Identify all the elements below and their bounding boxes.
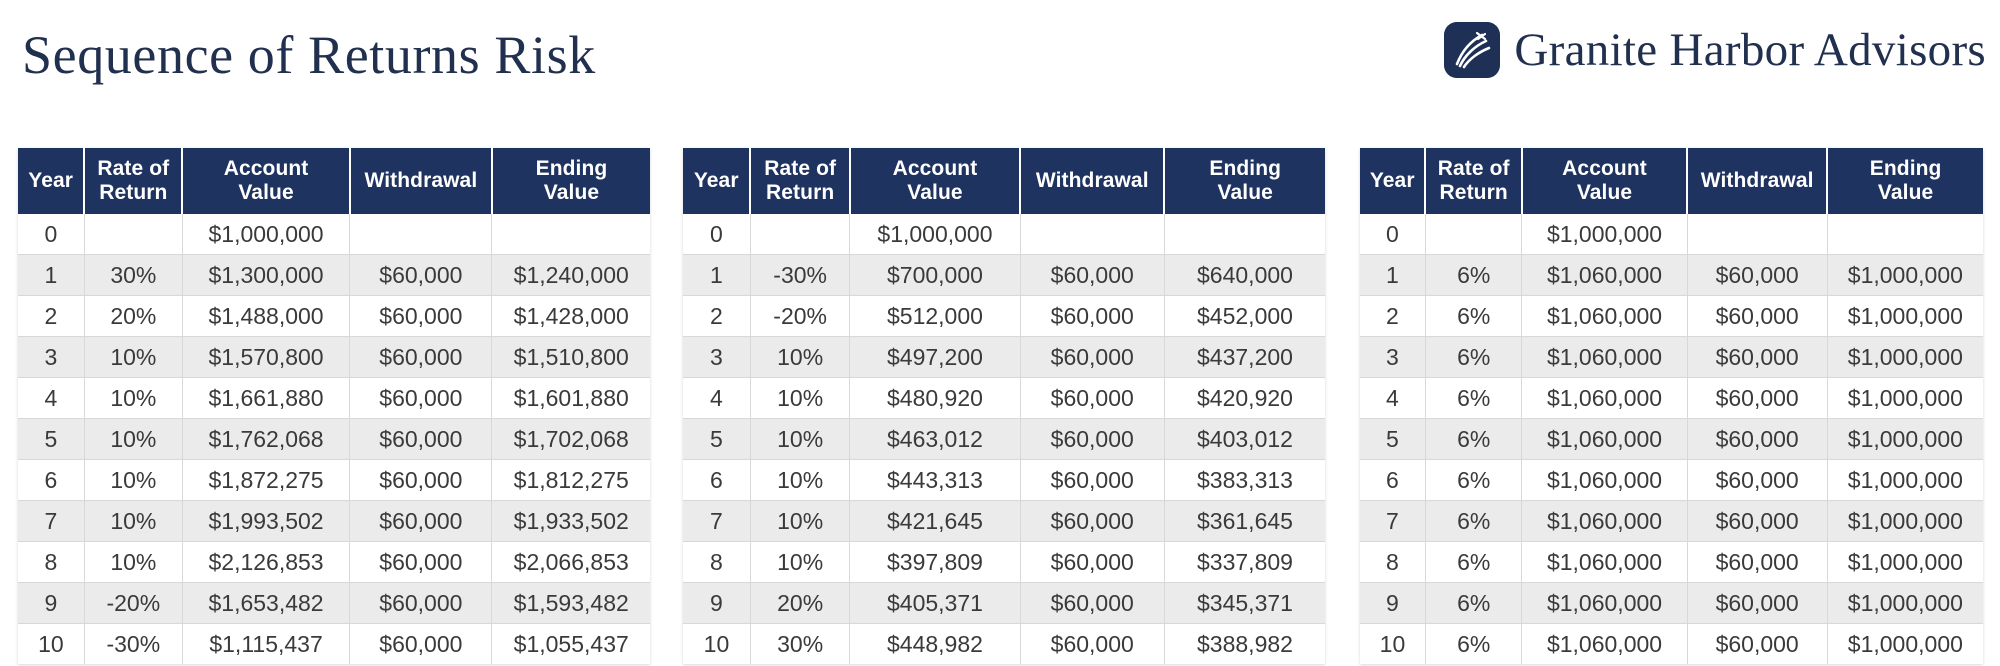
sequence-of-returns-table-3 <box>1360 148 1983 664</box>
cell-ending-value: $388,982 <box>1164 624 1325 665</box>
col-header-withdrawal-label: Withdrawal <box>1035 168 1149 192</box>
cell-year: 1 <box>1360 255 1425 296</box>
cell-rate-of-return: 10% <box>750 460 850 501</box>
col-header-withdrawal-label: Withdrawal <box>1700 168 1814 192</box>
cell-ending-value: $1,428,000 <box>492 296 650 337</box>
cell-withdrawal: $60,000 <box>1020 337 1164 378</box>
cell-rate-of-return: 10% <box>84 337 182 378</box>
table-row <box>1360 378 1983 419</box>
cell-year: 8 <box>18 542 84 583</box>
cell-year: 0 <box>1360 214 1425 255</box>
cell-year: 7 <box>1360 501 1425 542</box>
cell-withdrawal: $60,000 <box>350 296 492 337</box>
cell-withdrawal: $60,000 <box>1687 419 1827 460</box>
cell-ending-value: $403,012 <box>1164 419 1325 460</box>
cell-rate-of-return: 10% <box>750 542 850 583</box>
cell-rate-of-return: 30% <box>750 624 850 665</box>
table-row <box>1360 419 1983 460</box>
cell-withdrawal: $60,000 <box>1687 296 1827 337</box>
cell-withdrawal: $60,000 <box>1020 624 1164 665</box>
cell-account-value: $1,993,502 <box>182 501 349 542</box>
cell-ending-value: $1,000,000 <box>1827 460 1983 501</box>
table-body-1 <box>18 214 650 664</box>
page-header <box>0 0 2000 110</box>
col-header-end-line1: Ending <box>1869 157 1942 180</box>
cell-account-value: $405,371 <box>850 583 1020 624</box>
col-header-acct-line1: Account <box>223 157 309 180</box>
table-container-2 <box>660 148 1335 664</box>
cell-withdrawal: $60,000 <box>1020 501 1164 542</box>
cell-withdrawal: $60,000 <box>1687 255 1827 296</box>
table-header-row <box>683 148 1325 214</box>
cell-rate-of-return: -30% <box>84 624 182 665</box>
cell-rate-of-return: -20% <box>750 296 850 337</box>
cell-ending-value: $1,000,000 <box>1827 542 1983 583</box>
cell-withdrawal: $60,000 <box>1687 583 1827 624</box>
table-row <box>1360 337 1983 378</box>
cell-year: 3 <box>18 337 84 378</box>
cell-rate-of-return: 10% <box>750 378 850 419</box>
cell-year: 3 <box>1360 337 1425 378</box>
cell-withdrawal: $60,000 <box>1020 542 1164 583</box>
cell-year: 7 <box>18 501 84 542</box>
cell-ending-value: $383,313 <box>1164 460 1325 501</box>
cell-account-value: $700,000 <box>850 255 1020 296</box>
cell-rate-of-return <box>1425 214 1522 255</box>
cell-account-value: $512,000 <box>850 296 1020 337</box>
cell-rate-of-return: 10% <box>750 419 850 460</box>
sequence-of-returns-table-1 <box>18 148 650 664</box>
cell-account-value: $1,661,880 <box>182 378 349 419</box>
col-header-withdrawal <box>350 148 492 214</box>
cell-ending-value: $1,240,000 <box>492 255 650 296</box>
cell-rate-of-return: 6% <box>1425 542 1522 583</box>
table-row <box>683 624 1325 665</box>
cell-withdrawal <box>1020 214 1164 255</box>
col-header-rate-of-return <box>1425 148 1522 214</box>
cell-rate-of-return: 10% <box>750 501 850 542</box>
cell-rate-of-return: 10% <box>84 419 182 460</box>
cell-rate-of-return: 10% <box>84 378 182 419</box>
cell-year: 6 <box>683 460 750 501</box>
cell-ending-value: $1,055,437 <box>492 624 650 665</box>
cell-year: 5 <box>18 419 84 460</box>
cell-withdrawal <box>350 214 492 255</box>
table-container-3 <box>1335 148 2000 664</box>
table-row <box>18 255 650 296</box>
cell-rate-of-return: 6% <box>1425 378 1522 419</box>
cell-year: 10 <box>18 624 84 665</box>
cell-account-value: $1,060,000 <box>1522 255 1687 296</box>
table-row <box>18 501 650 542</box>
cell-year: 9 <box>683 583 750 624</box>
cell-withdrawal: $60,000 <box>350 501 492 542</box>
cell-year: 0 <box>18 214 84 255</box>
col-header-ror-line1: Rate of <box>764 157 837 180</box>
cell-rate-of-return: 6% <box>1425 460 1522 501</box>
cell-account-value: $1,060,000 <box>1522 296 1687 337</box>
table-row <box>18 583 650 624</box>
cell-ending-value: $1,000,000 <box>1827 296 1983 337</box>
cell-rate-of-return: 30% <box>84 255 182 296</box>
table-row <box>683 542 1325 583</box>
cell-ending-value: $1,601,880 <box>492 378 650 419</box>
table-row <box>1360 460 1983 501</box>
cell-withdrawal: $60,000 <box>1687 501 1827 542</box>
table-row <box>1360 255 1983 296</box>
cell-account-value: $1,060,000 <box>1522 337 1687 378</box>
cell-account-value: $480,920 <box>850 378 1020 419</box>
cell-year: 5 <box>1360 419 1425 460</box>
cell-account-value: $2,126,853 <box>182 542 349 583</box>
col-header-account-value <box>1522 148 1687 214</box>
cell-rate-of-return: 10% <box>84 542 182 583</box>
cell-year: 8 <box>1360 542 1425 583</box>
col-header-end-line2: Value <box>543 180 600 204</box>
table-row <box>683 255 1325 296</box>
table-row <box>683 296 1325 337</box>
col-header-ror-line2: Return <box>1439 180 1508 204</box>
table-row <box>683 378 1325 419</box>
cell-year: 10 <box>1360 624 1425 665</box>
cell-year: 2 <box>1360 296 1425 337</box>
cell-account-value: $1,060,000 <box>1522 542 1687 583</box>
cell-year: 10 <box>683 624 750 665</box>
cell-ending-value <box>1164 214 1325 255</box>
table-row <box>18 378 650 419</box>
col-header-ending-value <box>492 148 650 214</box>
cell-year: 4 <box>18 378 84 419</box>
cell-account-value: $1,060,000 <box>1522 624 1687 665</box>
cell-ending-value: $1,000,000 <box>1827 337 1983 378</box>
table-row <box>18 460 650 501</box>
table-container-1 <box>0 148 660 664</box>
cell-ending-value: $1,812,275 <box>492 460 650 501</box>
cell-account-value: $1,060,000 <box>1522 583 1687 624</box>
cell-ending-value: $2,066,853 <box>492 542 650 583</box>
cell-year: 9 <box>18 583 84 624</box>
col-header-year-label: Year <box>693 168 739 192</box>
cell-withdrawal: $60,000 <box>350 542 492 583</box>
col-header-end-line1: Ending <box>1209 157 1282 180</box>
cell-withdrawal: $60,000 <box>1687 460 1827 501</box>
cell-account-value: $1,060,000 <box>1522 501 1687 542</box>
col-header-withdrawal <box>1687 148 1827 214</box>
cell-withdrawal: $60,000 <box>350 460 492 501</box>
cell-ending-value: $361,645 <box>1164 501 1325 542</box>
col-header-end-line2: Value <box>1217 180 1273 204</box>
cell-ending-value: $1,000,000 <box>1827 378 1983 419</box>
cell-ending-value: $1,000,000 <box>1827 255 1983 296</box>
cell-rate-of-return: 6% <box>1425 337 1522 378</box>
cell-withdrawal: $60,000 <box>1020 419 1164 460</box>
col-header-year-label: Year <box>28 168 74 192</box>
cell-year: 8 <box>683 542 750 583</box>
cell-rate-of-return: 6% <box>1425 419 1522 460</box>
cell-account-value: $1,762,068 <box>182 419 349 460</box>
cell-ending-value <box>492 214 650 255</box>
col-header-rate-of-return <box>750 148 850 214</box>
col-header-ror-line1: Rate of <box>1437 157 1510 180</box>
cell-account-value: $1,060,000 <box>1522 378 1687 419</box>
cell-account-value: $1,488,000 <box>182 296 349 337</box>
cell-ending-value: $1,000,000 <box>1827 419 1983 460</box>
col-header-ending-value <box>1827 148 1983 214</box>
table-row <box>18 337 650 378</box>
col-header-withdrawal-label: Withdrawal <box>364 168 478 192</box>
cell-year: 9 <box>1360 583 1425 624</box>
table-row <box>683 337 1325 378</box>
cell-account-value: $1,000,000 <box>182 214 349 255</box>
cell-withdrawal: $60,000 <box>350 624 492 665</box>
cell-withdrawal: $60,000 <box>350 419 492 460</box>
table-row <box>18 542 650 583</box>
col-header-year <box>683 148 750 214</box>
cell-account-value: $421,645 <box>850 501 1020 542</box>
cell-rate-of-return: 6% <box>1425 255 1522 296</box>
cell-account-value: $1,653,482 <box>182 583 349 624</box>
table-row <box>1360 583 1983 624</box>
cell-withdrawal: $60,000 <box>1020 255 1164 296</box>
col-header-year <box>1360 148 1425 214</box>
cell-year: 7 <box>683 501 750 542</box>
cell-ending-value: $420,920 <box>1164 378 1325 419</box>
table-header-row <box>1360 148 1983 214</box>
col-header-acct-line2: Value <box>1576 180 1633 204</box>
col-header-ror-line2: Return <box>766 180 835 204</box>
table-row <box>1360 214 1983 255</box>
cell-year: 3 <box>683 337 750 378</box>
col-header-ror-line2: Return <box>99 180 168 204</box>
table-row <box>683 214 1325 255</box>
cell-ending-value: $640,000 <box>1164 255 1325 296</box>
cell-account-value: $1,060,000 <box>1522 419 1687 460</box>
cell-withdrawal: $60,000 <box>1020 378 1164 419</box>
col-header-acct-line1: Account <box>892 157 978 180</box>
cell-withdrawal: $60,000 <box>1687 624 1827 665</box>
cell-withdrawal: $60,000 <box>1020 460 1164 501</box>
cell-ending-value <box>1827 214 1983 255</box>
cell-ending-value: $345,371 <box>1164 583 1325 624</box>
cell-withdrawal: $60,000 <box>350 378 492 419</box>
cell-year: 4 <box>683 378 750 419</box>
table-row <box>18 296 650 337</box>
cell-account-value: $1,000,000 <box>1522 214 1687 255</box>
cell-rate-of-return: 10% <box>84 501 182 542</box>
table-row <box>683 501 1325 542</box>
cell-account-value: $448,982 <box>850 624 1020 665</box>
cell-year: 6 <box>18 460 84 501</box>
table-row <box>18 624 650 665</box>
page-title: Sequence of Returns Risk <box>22 25 596 85</box>
table-row <box>1360 624 1983 665</box>
cell-ending-value: $1,702,068 <box>492 419 650 460</box>
cell-rate-of-return: -20% <box>84 583 182 624</box>
cell-account-value: $397,809 <box>850 542 1020 583</box>
cell-withdrawal: $60,000 <box>1687 542 1827 583</box>
cell-ending-value: $452,000 <box>1164 296 1325 337</box>
cell-rate-of-return: 20% <box>84 296 182 337</box>
cell-account-value: $1,000,000 <box>850 214 1020 255</box>
cell-account-value: $1,115,437 <box>182 624 349 665</box>
cell-withdrawal: $60,000 <box>350 337 492 378</box>
cell-account-value: $497,200 <box>850 337 1020 378</box>
table-row <box>18 419 650 460</box>
cell-rate-of-return <box>84 214 182 255</box>
cell-year: 0 <box>683 214 750 255</box>
col-header-year <box>18 148 84 214</box>
cell-ending-value: $1,000,000 <box>1827 624 1983 665</box>
brand-name: Granite Harbor Advisors <box>1514 24 1986 76</box>
col-header-rate-of-return <box>84 148 182 214</box>
cell-withdrawal: $60,000 <box>1020 296 1164 337</box>
sequence-of-returns-table-2 <box>683 148 1325 664</box>
brand-lockup <box>1444 22 1986 78</box>
tables-row <box>0 148 2000 664</box>
cell-rate-of-return: 6% <box>1425 624 1522 665</box>
cell-rate-of-return: -30% <box>750 255 850 296</box>
col-header-end-line1: Ending <box>535 157 608 180</box>
cell-ending-value: $1,000,000 <box>1827 583 1983 624</box>
table-row <box>683 460 1325 501</box>
cell-account-value: $1,060,000 <box>1522 460 1687 501</box>
table-row <box>683 583 1325 624</box>
cell-year: 1 <box>683 255 750 296</box>
cell-ending-value: $1,593,482 <box>492 583 650 624</box>
cell-rate-of-return: 6% <box>1425 296 1522 337</box>
cell-account-value: $443,313 <box>850 460 1020 501</box>
col-header-ror-line1: Rate of <box>97 157 170 180</box>
col-header-ending-value <box>1164 148 1325 214</box>
cell-account-value: $1,570,800 <box>182 337 349 378</box>
table-body-3 <box>1360 214 1983 664</box>
cell-ending-value: $337,809 <box>1164 542 1325 583</box>
cell-rate-of-return: 10% <box>750 337 850 378</box>
col-header-withdrawal <box>1020 148 1164 214</box>
cell-account-value: $1,872,275 <box>182 460 349 501</box>
cell-withdrawal <box>1687 214 1827 255</box>
col-header-year-label: Year <box>1369 168 1415 192</box>
cell-year: 6 <box>1360 460 1425 501</box>
table-body-2 <box>683 214 1325 664</box>
col-header-end-line2: Value <box>1877 180 1934 204</box>
cell-rate-of-return <box>750 214 850 255</box>
cell-ending-value: $1,000,000 <box>1827 501 1983 542</box>
col-header-acct-line2: Value <box>907 180 963 204</box>
table-row <box>1360 296 1983 337</box>
table-row <box>1360 542 1983 583</box>
cell-rate-of-return: 10% <box>84 460 182 501</box>
cell-year: 1 <box>18 255 84 296</box>
table-row <box>1360 501 1983 542</box>
cell-year: 4 <box>1360 378 1425 419</box>
cell-withdrawal: $60,000 <box>1020 583 1164 624</box>
cell-account-value: $463,012 <box>850 419 1020 460</box>
cell-year: 5 <box>683 419 750 460</box>
cell-ending-value: $1,933,502 <box>492 501 650 542</box>
cell-rate-of-return: 6% <box>1425 583 1522 624</box>
col-header-acct-line1: Account <box>1562 157 1647 180</box>
cell-ending-value: $437,200 <box>1164 337 1325 378</box>
table-row <box>18 214 650 255</box>
col-header-acct-line2: Value <box>238 180 294 204</box>
cell-withdrawal: $60,000 <box>1687 337 1827 378</box>
table-row <box>683 419 1325 460</box>
sailboat-rigging-icon <box>1444 22 1500 78</box>
cell-withdrawal: $60,000 <box>350 255 492 296</box>
table-header-row <box>18 148 650 214</box>
cell-account-value: $1,300,000 <box>182 255 349 296</box>
cell-rate-of-return: 6% <box>1425 501 1522 542</box>
cell-ending-value: $1,510,800 <box>492 337 650 378</box>
cell-withdrawal: $60,000 <box>1687 378 1827 419</box>
cell-withdrawal: $60,000 <box>350 583 492 624</box>
col-header-account-value <box>182 148 349 214</box>
cell-year: 2 <box>683 296 750 337</box>
cell-rate-of-return: 20% <box>750 583 850 624</box>
cell-year: 2 <box>18 296 84 337</box>
col-header-account-value <box>850 148 1020 214</box>
